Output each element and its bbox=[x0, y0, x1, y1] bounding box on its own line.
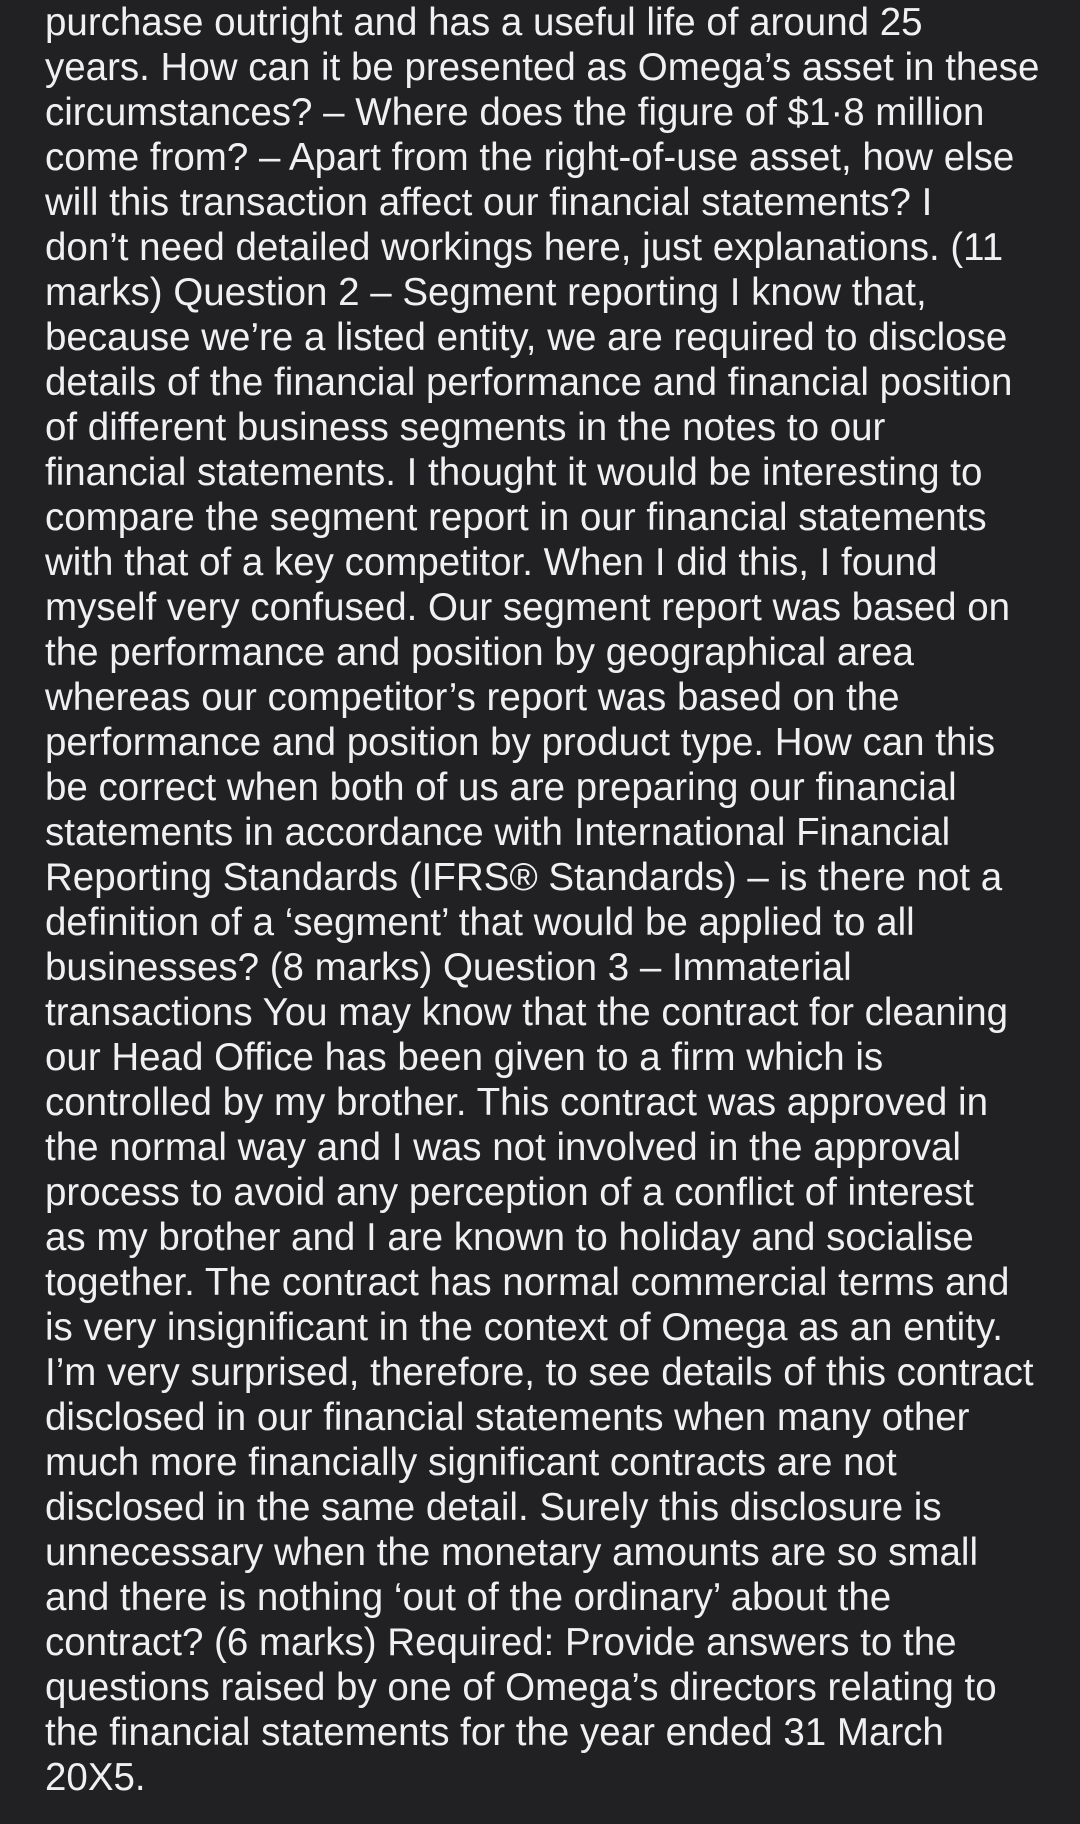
message-line: as my brother and I are known to holiday and socialise bbox=[45, 1216, 974, 1259]
message-line: circumstances? – Where does the figure of $1·8 million bbox=[45, 91, 985, 134]
message-line: Reporting Standards (IFRS® Standards) – is there not a bbox=[45, 856, 1003, 899]
message-body bbox=[45, 0, 1055, 1800]
message-line: disclosed in our financial statements when many other bbox=[45, 1396, 970, 1439]
message-line: businesses? (8 marks) Question 3 – Immaterial bbox=[45, 946, 852, 989]
message-line: process to avoid any perception of a conflict of interest bbox=[45, 1171, 974, 1214]
message-line: whereas our competitor’s report was based on the bbox=[45, 676, 900, 719]
message-line: statements in accordance with International Financial bbox=[45, 811, 951, 854]
message-line: of different business segments in the notes to our bbox=[45, 406, 886, 449]
message-line: 20X5. bbox=[45, 1756, 146, 1799]
message-line: financial statements. I thought it would be interesting to bbox=[45, 451, 983, 494]
message-line: transactions You may know that the contract for cleaning bbox=[45, 991, 1009, 1034]
message-line: purchase outright and has a useful life of around 25 bbox=[45, 1, 923, 44]
message-line: myself very confused. Our segment report was based on bbox=[45, 586, 1011, 629]
message-line: because we’re a listed entity, we are required to disclose bbox=[45, 316, 1008, 359]
message-line: years. How can it be presented as Omega’s asset in these bbox=[45, 46, 1040, 89]
message-line: don’t need detailed workings here, just explanations. (11 bbox=[45, 226, 1004, 269]
message-line: compare the segment report in our financial statements bbox=[45, 496, 987, 539]
message-line: contract? (6 marks) Required: Provide answers to the bbox=[45, 1621, 957, 1664]
message-line: definition of a ‘segment’ that would be applied to all bbox=[45, 901, 915, 944]
message-line: controlled by my brother. This contract was approved in bbox=[45, 1081, 989, 1124]
message-line: together. The contract has normal commercial terms and bbox=[45, 1261, 1010, 1304]
message-line: be correct when both of us are preparing our financial bbox=[45, 766, 957, 809]
message-line: much more financially significant contracts are not bbox=[45, 1441, 897, 1484]
message-line: performance and position by product type. How can this bbox=[45, 721, 996, 764]
message-line: I’m very surprised, therefore, to see details of this contract bbox=[45, 1351, 1034, 1394]
message-line: come from? – Apart from the right-of-use asset, how else bbox=[45, 136, 1015, 179]
message-line: the normal way and I was not involved in the approval bbox=[45, 1126, 961, 1169]
message-line: the performance and position by geographical area bbox=[45, 631, 914, 674]
message-line: our Head Office has been given to a firm which is bbox=[45, 1036, 884, 1079]
message-line: marks) Question 2 – Segment reporting I know that, bbox=[45, 271, 927, 314]
message-line: unnecessary when the monetary amounts are so small bbox=[45, 1531, 979, 1574]
message-line: will this transaction affect our financial statements? I bbox=[45, 181, 933, 224]
message-line: details of the financial performance and financial position bbox=[45, 361, 1013, 404]
message-line: with that of a key competitor. When I did this, I found bbox=[45, 541, 938, 584]
message-line: disclosed in the same detail. Surely this disclosure is bbox=[45, 1486, 942, 1529]
message-line: and there is nothing ‘out of the ordinary’ about the bbox=[45, 1576, 892, 1619]
message-line: questions raised by one of Omega’s directors relating to bbox=[45, 1666, 997, 1709]
message-line: is very insignificant in the context of Omega as an entity. bbox=[45, 1306, 1003, 1349]
message-line: the financial statements for the year ended 31 March bbox=[45, 1711, 944, 1754]
